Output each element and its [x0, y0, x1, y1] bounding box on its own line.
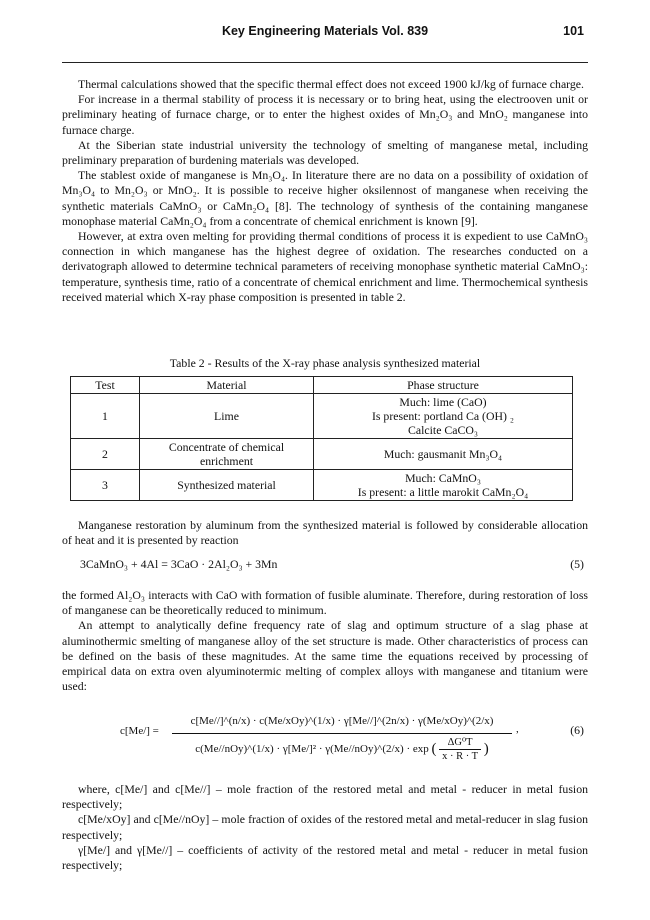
- table-row: [71, 470, 573, 501]
- paren-close-glyph: ): [483, 740, 489, 757]
- definition: c[Me/xOy] and c[Me//nOy] – mole fraction of oxides of the restored metal and metal-reducer in slag fusion respectively;: [62, 812, 588, 842]
- equation-5: [80, 557, 588, 572]
- paren-open-glyph: (: [431, 740, 437, 757]
- material-cell: Concentrate of chemical enrichment: [140, 439, 314, 470]
- table-row: [71, 439, 573, 470]
- phase-line: Much: lime (CaO): [399, 395, 487, 409]
- definition: where, c[Me/] and c[Me//] – mole fraction of the restored metal and metal - reducer in metal fusion respectively;: [62, 782, 588, 812]
- exp-numerator: ΔG⁰T: [439, 736, 481, 750]
- body-text-after-eq5: [62, 588, 588, 694]
- column-header: Phase structure: [314, 377, 573, 394]
- phase-cell: [314, 439, 573, 470]
- phase-line: Much: gausmanit Mn₃O₄: [383, 447, 503, 461]
- exp-fraction: [432, 736, 489, 763]
- phase-line: Is present: a little marokit CaMn₂O₄: [357, 485, 529, 499]
- paragraph: For increase in a thermal stability of process it is necessary or to bring heat, using the electrooven unit or preliminary heating of furnace charge, or to enter the highest oxides of Mn₂O₃ and MnO₂ manganese into furnace charge.: [62, 92, 588, 137]
- equation-6-denominator: [172, 734, 512, 764]
- body-text-top: [62, 77, 588, 305]
- test-cell: 2: [71, 439, 140, 470]
- test-cell: 1: [71, 394, 140, 439]
- paragraph: The stablest oxide of manganese is Mn₃O₄. In literature there are no data on a possibility of oxidation of Mn₃O₄ to Mn₂O₃ or MnO₂. It is possible to receive higher oksilennost of manganese when receiving the synthetic materials CaMnO₃ or CaMn₂O₄ [8]. The technology of synthesis of the containing manganese monophase material CaMn₂O₄ from a concentrate of chemical enrichment is known [9].: [62, 168, 588, 228]
- equation-6-denominator-left: c(Me//nOy)^(1/x) · γ[Me/]² · γ(Me//nOy)^(2/x) · exp: [195, 743, 429, 755]
- equation-6-numerator: c[Me//]^(n/x) · c(Me/xOy)^(1/x) · γ[Me//]^(2n/x) · γ(Me/xOy)^(2/x): [190, 715, 494, 727]
- definition: γ[Me/] and γ[Me//] – coefficients of activity of the restored metal and metal - reducer in metal fusion respectively;: [62, 842, 588, 873]
- equation-6-lhs: c[Me/] =: [120, 725, 159, 737]
- exp-denominator: x · R · T: [442, 750, 479, 762]
- material-cell: Synthesized material: [140, 470, 314, 501]
- journal-title: Key Engineering Materials Vol. 839: [221, 24, 429, 38]
- phase-cell: [314, 470, 573, 501]
- running-header: [62, 24, 588, 42]
- phase-line: Calcite CaCO₃: [408, 423, 478, 437]
- paragraph: the formed Al₂O₃ interacts with CaO with formation of fusible aluminate. Therefore, during restoration of loss of manganese can be theoretically reduced to minimum.: [62, 588, 588, 618]
- paragraph: At the Siberian state industrial university the technology of smelting of manganese metal, including preliminary preparation of burdening materials was developed.: [62, 137, 588, 168]
- paragraph: Thermal calculations showed that the specific thermal effect does not exceed 1900 kJ/kg of furnace charge.: [78, 77, 584, 91]
- phase-cell: [314, 394, 573, 439]
- paragraph: However, at extra oven melting for providing thermal conditions of process it is expedient to use CaMnO₃ connection in which manganese has the highest degree of oxidation. The researches conducted on a derivatograph allowed to determine technical parameters of receiving monophase synthetic material CaMnO₃: temperature, synthesis time, ratio of a concentrate of chemical enrichment and lime. Thermochemical synthesis received material which X-ray phase composition is presented in table 2.: [62, 229, 588, 304]
- equation-6-comma: ,: [516, 723, 519, 735]
- paragraph: An attempt to analytically define frequency rate of slag and optimum structure of a slag phase at aluminothermic smelting of manganese alloy of the set structure is made. Other characteristics of process can be defined on the basis of these magnitudes. At the same time the equations received by processing of empirical data on extra oven alyuminotermic melting of complex alloys with manganese and titanium were used:: [62, 618, 588, 694]
- variable-definitions: [62, 782, 588, 873]
- body-text-after-table: [62, 518, 588, 548]
- equation-6: [120, 703, 588, 777]
- column-header: Test: [71, 377, 140, 394]
- equation-5-text: 3CaMnO₃ + 4Al = 3CaO · 2Al₂O₃ + 3Mn: [80, 557, 278, 571]
- phase-line: Much: CaMnO₃: [405, 471, 481, 485]
- page-number: 101: [563, 24, 584, 38]
- material-cell: Lime: [140, 394, 314, 439]
- phase-analysis-table: [70, 376, 573, 501]
- equation-6-fraction: [172, 709, 512, 764]
- column-header: Material: [140, 377, 314, 394]
- table-row: [71, 394, 573, 439]
- equation-6-number: (6): [570, 723, 584, 737]
- table-caption: Table 2 - Results of the X-ray phase analysis synthesized material: [169, 356, 481, 370]
- paragraph: Manganese restoration by aluminum from the synthesized material is followed by considerable allocation of heat and it is presented by reaction: [62, 518, 588, 548]
- header-rule: [62, 62, 588, 63]
- equation-5-number: (5): [570, 557, 584, 571]
- phase-line: Is present: portland Ca (OH) ₂: [371, 409, 515, 423]
- table-header-row: [71, 377, 573, 394]
- test-cell: 3: [71, 470, 140, 501]
